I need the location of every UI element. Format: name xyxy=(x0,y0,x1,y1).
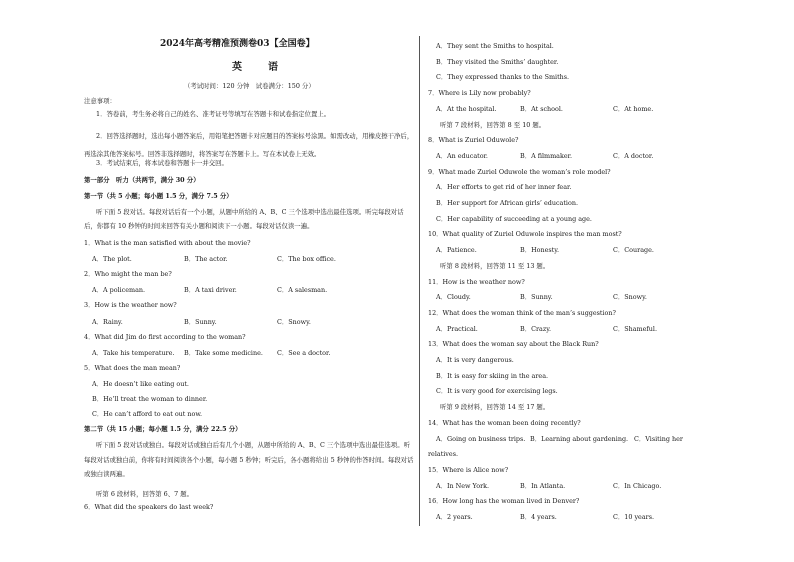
answer-option: C．Visiting her xyxy=(634,434,683,443)
question-stem: 6．What did the speakers do last week? xyxy=(84,503,214,511)
answer-option: A．It is very dangerous. xyxy=(436,356,514,364)
answer-option: B．Her support for African girls’ education. xyxy=(436,199,578,207)
answer-option: B．A filmmaker. xyxy=(520,151,573,160)
exam-title: 2024年高考精准预测卷03【全国卷】 xyxy=(160,39,315,49)
question-stem: 4．What did Jim do first according to the woman? xyxy=(84,333,246,341)
answer-option: B．In Atlanta. xyxy=(520,481,566,490)
question-stem: 5．What does the man mean? xyxy=(84,364,181,372)
answer-option: B．A taxi driver. xyxy=(184,286,237,294)
answer-option: A．Her efforts to get rid of her inner fear. xyxy=(436,183,572,192)
answer-option: C．Her capability of succeeding at a young age. xyxy=(436,214,592,223)
answer-option: C．A doctor. xyxy=(613,151,654,160)
answer-option: C．In Chicago. xyxy=(613,481,662,490)
question-stem: 14．What has the woman been doing recently? xyxy=(428,418,581,427)
answer-option: A．Patience. xyxy=(436,246,477,255)
answer-option: A．2 years. xyxy=(436,513,473,521)
question-stem: 16．How long has the woman lived in Denver? xyxy=(428,497,580,506)
answer-option: C．He can’t afford to eat out now. xyxy=(92,410,203,418)
answer-option: C．Courage. xyxy=(613,246,654,255)
answer-option: A．Take his temperature. xyxy=(92,349,175,357)
answer-option: A．He doesn’t like eating out. xyxy=(92,380,189,388)
answer-option: relatives. xyxy=(428,450,459,459)
section2-heading: 第二节（共 15 小题；每小题 1.5 分，满分 22.5 分） xyxy=(84,425,242,433)
answer-option: C．Shameful. xyxy=(613,324,657,333)
listen-note: 听第 8 段材料，回答第 11 至 13 题。 xyxy=(440,261,550,270)
column-divider xyxy=(419,36,420,526)
question-stem: 2．Who might the man be? xyxy=(84,270,172,278)
answer-option: B．Sunny. xyxy=(520,293,553,302)
answer-option: A．In New York. xyxy=(436,481,490,490)
question-stem: 12．What does the woman think of the man’s suggestion? xyxy=(428,308,616,317)
section1-heading: 第一节（共 5 小题；每小题 1.5 分，满分 7.5 分） xyxy=(84,192,233,200)
note-item-3: 3．考试结束后，将本试卷和答题卡一并交回。 xyxy=(96,159,228,167)
note-item-2: 2．回答选择题时，选出每小题答案后，用铅笔把答题卡对应题目的答案标号涂黑。如需改动，用橡皮擦干净后，再选涂其他答案标号。回答非选择题时，将答案写在答题卡上。写在本试卷上无效。 xyxy=(84,132,414,158)
exam-info: （考试时间：120 分钟 试卷满分：150 分） xyxy=(184,82,315,90)
section2-instructions: 听下面 5 段对话或独白。每段对话或独白后有几个小题，从题中所给的 A、B、C 三个选项中选出最佳选项。听每段对话或独白前，你将有时间阅读各个小题，每小题 5 秒钟；听完后，各小题将给出 5 秒钟的作答时间。每段对话或独白读两遍。 xyxy=(84,441,414,478)
question-stem: 9．What made Zuriel Oduwole the woman’s role model? xyxy=(428,167,611,176)
answer-option: C．See a doctor. xyxy=(277,349,331,357)
subject-title: 英 语 xyxy=(232,62,286,73)
answer-option: A．They sent the Smiths to hospital. xyxy=(436,42,554,50)
question-stem: 11．How is the weather now? xyxy=(428,277,525,286)
answer-option: A．An educator. xyxy=(436,151,488,160)
answer-option: A．Practical. xyxy=(436,324,478,333)
answer-option: C．10 years. xyxy=(613,513,655,521)
part1-heading: 第一部分 听力（共两节，满分 30 分） xyxy=(84,176,200,184)
answer-option: B．Crazy. xyxy=(520,324,552,333)
answer-option: A．Going on business trips. xyxy=(436,434,526,443)
question-stem: 15．Where is Alice now? xyxy=(428,465,509,474)
answer-option: A．At the hospital. xyxy=(436,104,497,113)
question-stem: 8．What is Zuriel Oduwole? xyxy=(428,136,519,145)
question-stem: 7．Where is Lily now probably? xyxy=(428,89,531,98)
question-stem: 1．What is the man satisfied with about the movie? xyxy=(84,239,251,247)
answer-option: C．A salesman. xyxy=(277,286,328,294)
answer-option: C．At home. xyxy=(613,104,654,113)
answer-option: B．At school. xyxy=(520,104,563,113)
answer-option: C．It is very good for exercising legs. xyxy=(436,387,558,396)
answer-option: B．Take some medicine. xyxy=(184,349,263,357)
answer-option: A．A policeman. xyxy=(92,286,146,294)
answer-option: B．He’ll treat the woman to dinner. xyxy=(92,395,208,403)
answer-option: C．Snowy. xyxy=(613,293,647,302)
answer-option: B．The actor. xyxy=(184,255,228,263)
answer-option: B．They visited the Smiths’ daughter. xyxy=(436,57,559,66)
answer-option: C．They expressed thanks to the Smiths. xyxy=(436,73,570,82)
answer-option: A．Rainy. xyxy=(92,318,123,326)
section1-instructions: 听下面 5 段对话。每段对话后有一个小题，从题中所给的 A、B、C 三个选项中选出最佳选项。听完每段对话后，你都有 10 秒钟的时间来回答有关小题和阅读下一小题。每段对话仅读一遍。 xyxy=(84,208,404,230)
answer-option: C．Snowy. xyxy=(277,318,311,326)
answer-option: C．The box office. xyxy=(277,255,336,263)
answer-option: B．It is easy for skiing in the area. xyxy=(436,371,549,380)
answer-option: B．4 years. xyxy=(520,513,557,521)
listen-note-6: 听第 6 段材料，回答第 6、7 题。 xyxy=(96,490,194,498)
question-stem: 3．How is the weather now? xyxy=(84,301,177,309)
answer-option: B．Learning about gardening. xyxy=(530,434,629,443)
answer-option: B．Honesty. xyxy=(520,246,560,255)
notes-heading: 注意事项： xyxy=(84,97,116,105)
question-stem: 13．What does the woman say about the Black Run? xyxy=(428,340,599,349)
note-item-1: 1．答卷前，考生务必将自己的姓名、准考证号等填写在答题卡和试卷指定位置上。 xyxy=(96,110,331,118)
question-stem: 10．What quality of Zuriel Oduwole inspires the man most? xyxy=(428,230,622,239)
listen-note: 听第 7 段材料，回答第 8 至 10 题。 xyxy=(440,120,546,129)
listen-note: 听第 9 段材料，回答第 14 至 17 题。 xyxy=(440,403,550,412)
answer-option: B．Sunny. xyxy=(184,318,217,326)
answer-option: A．The plot. xyxy=(92,255,132,263)
answer-option: A．Cloudy. xyxy=(436,293,471,302)
